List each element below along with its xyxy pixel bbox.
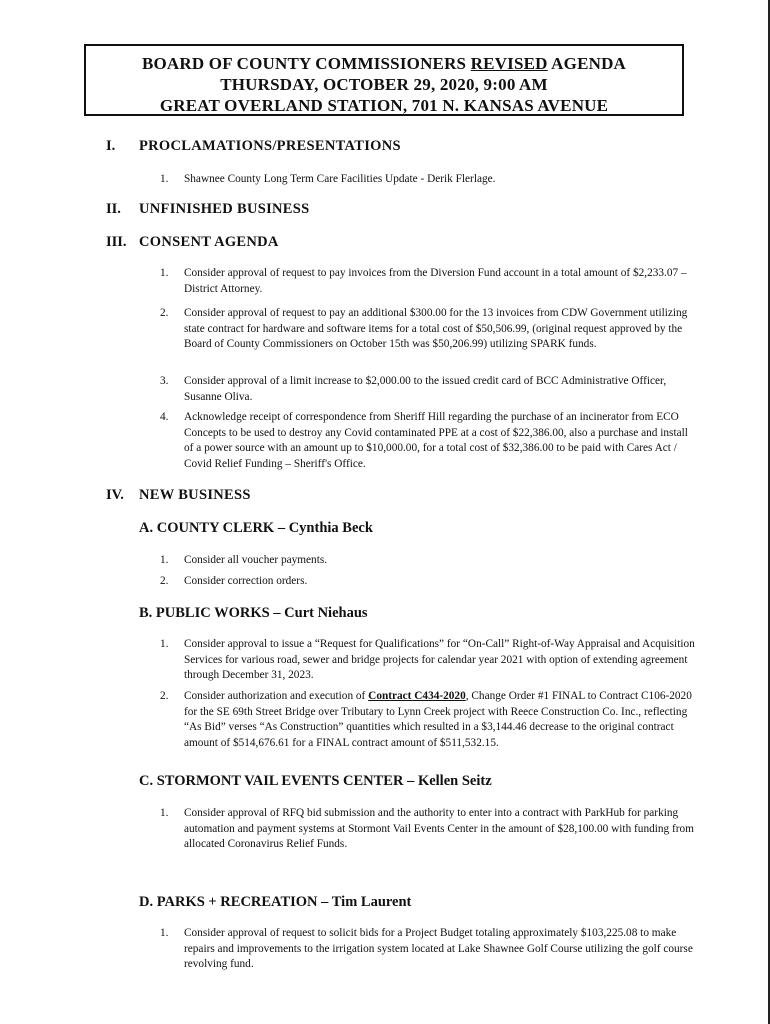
contract-link[interactable]: Contract C434-2020 (368, 690, 466, 702)
item-number: 4. (160, 411, 169, 423)
subsection-title: C. STORMONT VAIL EVENTS CENTER – Kellen Seitz (139, 773, 492, 789)
item-text (184, 689, 696, 751)
section-numeral: IV. (106, 487, 124, 503)
item-text: Consider all voucher payments. (184, 554, 328, 566)
header-title-part: BOARD OF COUNTY COMMISSIONERS (141, 54, 471, 73)
item-number: 1. (160, 267, 169, 279)
item-text: Consider correction orders. (184, 575, 308, 587)
item-number: 1. (160, 927, 169, 939)
item-text-part: Consider authorization and execution of (184, 690, 369, 702)
item-text: Shawnee County Long Term Care Facilities Update - Derik Flerlage. (184, 173, 496, 185)
item-number: 2. (160, 575, 169, 587)
header-date: THURSDAY, OCTOBER 29, 2020, 9:00 AM (220, 75, 548, 94)
section-numeral: III. (106, 234, 127, 250)
section-title: NEW BUSINESS (139, 487, 251, 503)
item-number: 1. (160, 554, 169, 566)
section-title: PROCLAMATIONS/PRESENTATIONS (139, 138, 401, 154)
subsection-title: A. COUNTY CLERK – Cynthia Beck (139, 520, 373, 536)
section-numeral: II. (106, 201, 121, 217)
subsection-title: B. PUBLIC WORKS – Curt Niehaus (139, 605, 368, 621)
header-title-end: AGENDA (547, 54, 627, 73)
revised-label: REVISED (470, 54, 548, 73)
item-text: Consider approval of RFQ bid submission and the authority to enter into a contract with ParkHub for parking automation and payment systems at Stormont Vail Events Center in the amount of $28,100.00 with funding from allocated Coronavirus Relief Funds. (184, 807, 694, 851)
item-number: 1. (160, 807, 169, 819)
section-numeral: I. (106, 138, 116, 154)
item-number: 2. (160, 307, 169, 319)
subsection-title: D. PARKS + RECREATION – Tim Laurent (139, 894, 412, 910)
item-number: 1. (160, 638, 169, 650)
header-location: GREAT OVERLAND STATION, 701 N. KANSAS AVENUE (159, 96, 609, 115)
item-text: Consider approval of request to pay invoices from the Diversion Fund account in a total amount of $2,233.07 – District Attorney. (184, 267, 687, 295)
item-text-part: , Change Order #1 FINAL to Contract C106-2020 for the SE 69th Street Bridge over Tributary to Lynn Creek project with Reece Construction Co. Inc., reflecting “As Bid” verses “As Construction” quantities which resulted in a $3,144.46 decrease to the original contract amount of $514,676.61 for a FINAL contract amount of $511,532.15. (184, 690, 692, 749)
item-text: Consider approval to issue a “Request for Qualifications” for “On-Call” Right-of-Way Appraisal and Acquisition Services for various road, sewer and bridge projects for calendar year 2021 with option of extending agreement through December 31, 2023. (184, 638, 695, 682)
item-text: Acknowledge receipt of correspondence from Sheriff Hill regarding the purchase of an incinerator from ECO Concepts to be used to destroy any Covid contaminated PPE at a cost of $22,386.00, also a purchase and install of a power source with an amount up to $10,000.00, for a total cost of $32,386.00 to be paid with Cares Act / Covid Relief Funding – Sheriff's Office. (184, 411, 688, 470)
section-title: CONSENT AGENDA (139, 234, 279, 250)
agenda-header (84, 44, 684, 116)
item-text: Consider approval of request to solicit bids for a Project Budget totaling approximately $103,225.08 to make repairs and improvements to the irrigation system located at Lake Shawnee Golf Course utilizing the golf course revolving fund. (184, 927, 693, 971)
item-number: 2. (160, 690, 169, 702)
item-number: 1. (160, 173, 169, 185)
section-title: UNFINISHED BUSINESS (139, 201, 310, 217)
item-number: 3. (160, 375, 169, 387)
header-line-1 (86, 53, 682, 74)
item-text: Consider approval of a limit increase to $2,000.00 to the issued credit card of BCC Administrative Officer, Susanne Oliva. (184, 375, 667, 403)
item-text: Consider approval of request to pay an additional $300.00 for the 13 invoices from CDW Government utilizing state contract for hardware and software items for a total cost of $50,506.99, (original request approved by the Board of County Commissioners on October 15th was $50,206.99) utilizing SPARK funds. (184, 307, 688, 351)
